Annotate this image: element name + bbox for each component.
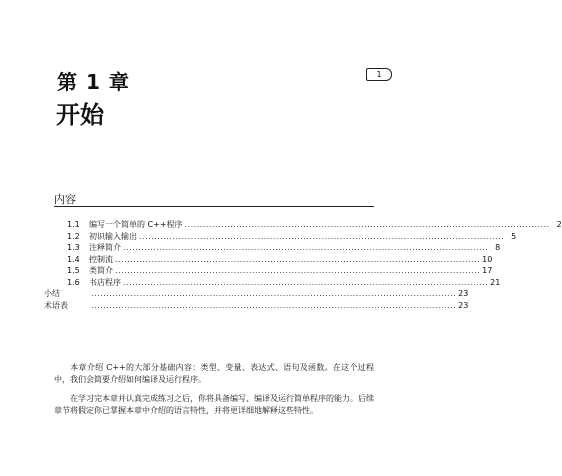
intro-paragraph [54,362,374,386]
toc-entry-title: 编写一个简单的 C++程序 [89,220,183,229]
toc-entry[interactable] [0,300,469,312]
toc-entry-number: 1.6 [67,277,80,287]
toc-entry[interactable] [67,219,562,231]
toc-entry-number: 1.4 [67,254,80,264]
toc-leader-dots: ........................................................................................................................ [123,277,489,287]
page-marker: 1 [366,68,392,81]
toc-entry-page: 10 [482,254,493,264]
toc-entry-page: 23 [458,289,469,298]
toc-entry-page: 5 [511,231,517,241]
toc-entry-title: 小结 [44,289,60,298]
toc-entry-page: 2 [556,220,562,229]
intro-paragraph-text: 本章介绍 C++的大部分基础内容：类型、变量、表达式、语句及函数。在这个过程中，我们会简要介绍如何编译及运行程序。 [54,363,374,384]
summary-paragraph [54,393,374,417]
toc-entry-number: 1.2 [67,231,80,241]
toc-leader-dots: ........................................................................................................................ [123,243,489,252]
toc-heading: 内容 [54,193,76,206]
toc-entry-title: 书店程序 [89,277,121,287]
toc-entry[interactable] [67,265,493,277]
table-of-contents [44,219,562,311]
toc-leader-dots: ........................................................................................................................ [139,231,505,241]
toc-leader-dots: ........................................................................................................................ [91,289,457,298]
toc-leader-dots: ........................................................................................................................ [115,254,481,264]
toc-entry-page: 8 [495,243,501,252]
toc-entry-number: 1.3 [67,243,80,252]
toc-entry-title: 注释简介 [89,243,121,252]
toc-leader-dots: ........................................................................................................................ [184,220,550,229]
toc-entry[interactable] [67,231,517,243]
toc-entry-title: 控制流 [89,254,113,264]
toc-entry-title: 术语表 [44,300,68,310]
toc-entry[interactable] [67,254,493,266]
summary-paragraph-text: 在学习完本章并认真完成练习之后，你将具备编写、编译及运行简单程序的能力。后续章节将假定你已掌握本章中介绍的语言特性，并将更详细地解释这些特性。 [54,394,374,415]
toc-entry-page: 23 [458,300,469,310]
toc-entry-title: 类简介 [89,266,113,275]
toc-leader-dots: ........................................................................................................................ [115,266,481,275]
toc-leader-dots: ........................................................................................................................ [91,300,457,310]
toc-entry[interactable] [67,242,501,254]
toc-entry[interactable] [0,288,469,300]
toc-divider [54,206,374,207]
toc-entry-title: 初识输入输出 [89,231,137,241]
toc-entry[interactable] [67,277,501,289]
toc-entry-number: 1.1 [67,220,80,229]
chapter-number: 第 1 章 [57,70,130,94]
toc-entry-page: 21 [490,277,501,287]
toc-entry-number: 1.5 [67,266,80,275]
toc-entry-page: 17 [482,266,493,275]
chapter-title: 开始 [56,101,104,129]
